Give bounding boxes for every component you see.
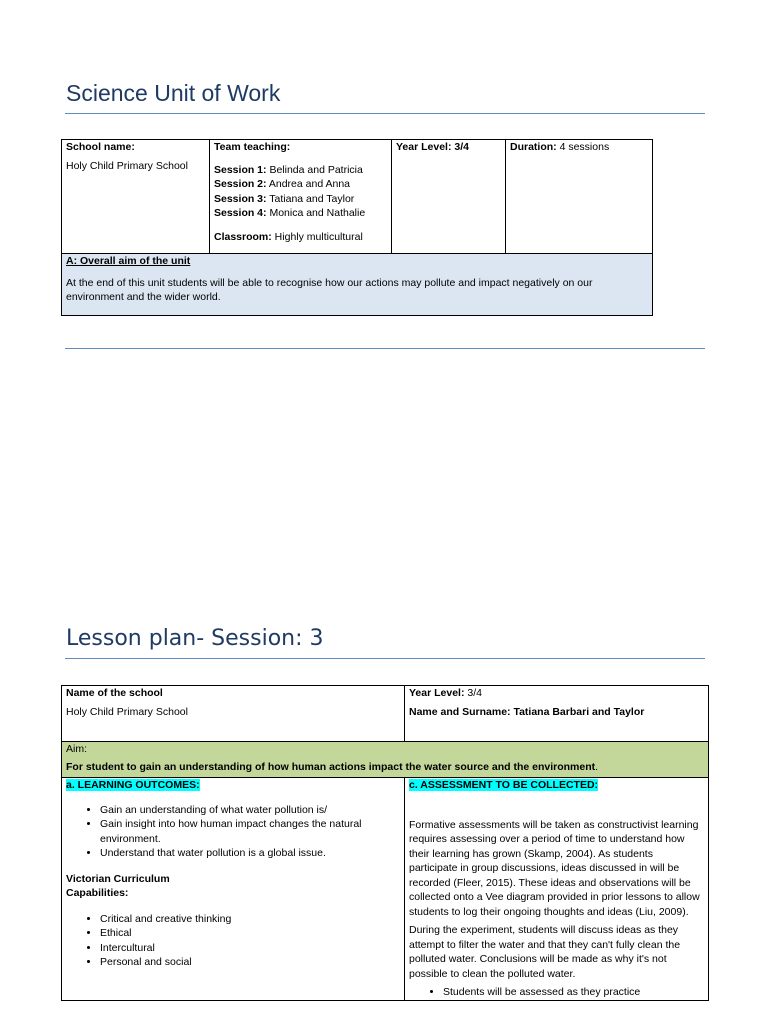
year-level-cell xyxy=(392,140,506,254)
duration-cell xyxy=(506,140,653,254)
assessment-cell xyxy=(405,778,709,1001)
team-teaching-label: Team teaching: xyxy=(214,141,291,153)
session-1: Session 1: Belinda and Patricia xyxy=(214,163,363,176)
capability-item: • Personal and social xyxy=(100,955,400,970)
capability-item: • Intercultural xyxy=(100,941,400,956)
unit-overview-table xyxy=(61,139,653,316)
assessment-paragraph-2: During the experiment, students will discuss ideas as they attempt to filter the water and that they can't fully clean the polluted water. Conclusions will be made as why it's not possible to clean the polluted water. xyxy=(409,924,681,980)
school-name-cell xyxy=(62,140,210,254)
capabilities-list xyxy=(66,912,400,970)
lesson-aim-label: Aim: xyxy=(66,743,87,755)
lesson-year-label: Year Level: xyxy=(409,687,465,699)
lesson-year-cell xyxy=(405,686,709,742)
session-list xyxy=(214,163,387,221)
learning-outcomes-cell xyxy=(62,778,405,1001)
lesson-school-label: Name of the school xyxy=(66,687,163,699)
unit-aim-heading: A: Overall aim of the unit xyxy=(66,255,191,267)
capabilities-heading: Capabilities: xyxy=(66,887,129,899)
lesson-plan-table xyxy=(61,685,709,1001)
document-title: Science Unit of Work xyxy=(66,80,281,106)
lesson-plan-title: Lesson plan- Session: 3 xyxy=(66,626,324,651)
lesson-aim-period: . xyxy=(595,760,599,773)
school-name-label: School name: xyxy=(66,141,135,153)
section-divider xyxy=(65,348,705,349)
lesson-year-value: 3/4 xyxy=(464,687,482,699)
classroom-line: Classroom: Highly multicultural xyxy=(214,230,363,243)
lesson-aim-text: For student to gain an understanding of how human actions impact the water source and the environment xyxy=(66,760,596,773)
unit-aim-text: At the end of this unit students will be able to recognise how our actions may pollute and impact negatively on our environment and the wider world. xyxy=(66,276,593,303)
session-3: Session 3: Tatiana and Taylor xyxy=(214,192,355,205)
session-2: Session 2: Andrea and Anna xyxy=(214,178,351,190)
assessment-paragraph-1: Formative assessments will be taken as constructivist learning requires assessing over a period of time to understand how their learning has grown (Skamp, 2004). As students participate in group discussions, ideas discussed in will be recorded (Fleer, 2015). These ideas and observations will be collected onto a Vee diagram provided in prior lessons to allow students to log their ongoing thoughts and ideas (Liu, 2009). xyxy=(409,818,700,918)
assessment-bullet-item: • Students will be assessed as they practice xyxy=(443,985,704,1000)
assessment-bullets xyxy=(409,985,704,1000)
lesson-title-divider xyxy=(65,658,705,659)
session-4: Session 4: Monica and Nathalie xyxy=(214,207,366,219)
curriculum-heading: Victorian Curriculum xyxy=(66,872,170,885)
outcome-item: • Understand that water pollution is a global issue. xyxy=(100,846,380,861)
outcome-item: • Gain an understanding of what water pollution is/ xyxy=(100,803,380,818)
lesson-aim-cell xyxy=(62,742,709,778)
capability-item: • Ethical xyxy=(100,926,400,941)
lesson-name-label: Name and Surname: Tatiana Barbari and Taylor xyxy=(409,705,645,718)
team-teaching-cell xyxy=(210,140,392,254)
year-level-label: Year Level: 3/4 xyxy=(396,141,469,153)
duration-label: Duration: xyxy=(510,141,557,153)
capability-item: • Critical and creative thinking xyxy=(100,912,400,927)
lesson-school-cell xyxy=(62,686,405,742)
school-name-value: Holy Child Primary School xyxy=(66,159,188,172)
outcome-item: • Gain insight into how human impact changes the natural environment. xyxy=(100,817,380,846)
assessment-heading: c. ASSESSMENT TO BE COLLECTED: xyxy=(409,779,599,791)
lesson-school-value: Holy Child Primary School xyxy=(66,705,188,718)
unit-aim-cell xyxy=(62,254,653,316)
learning-outcomes-list xyxy=(66,803,400,861)
learning-outcomes-heading: a. LEARNING OUTCOMES: xyxy=(66,779,200,791)
title-divider xyxy=(65,113,705,114)
duration-value: 4 sessions xyxy=(556,141,610,153)
